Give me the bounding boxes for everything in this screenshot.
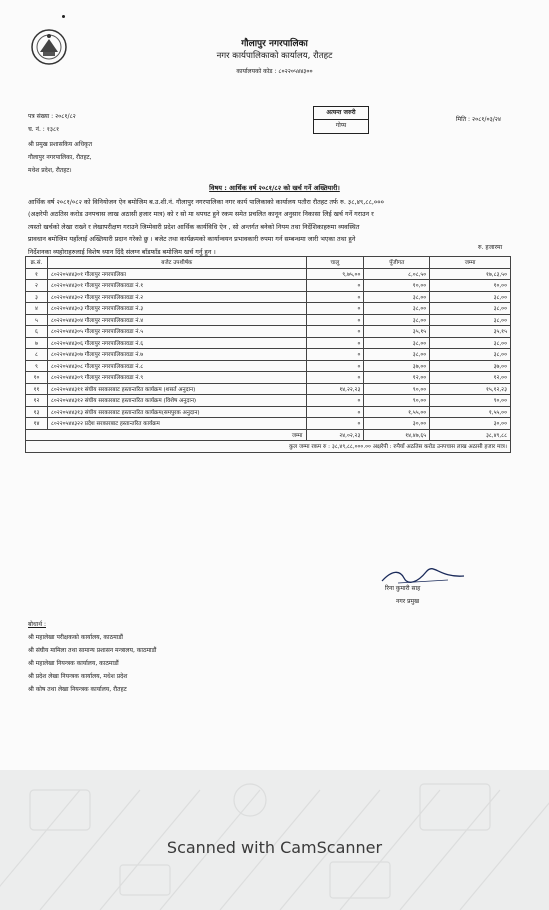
row-subheading: ८०२२०५४४३१३ संघीय सरकारबाट हस्तान्तरित कार्यक्रम(समपुरक अनुदान) bbox=[47, 406, 306, 418]
row-subheading: ८०२२०५४४३२२ प्रदेश सरकारबाट हस्तान्तरित कार्यक्रम bbox=[47, 418, 306, 430]
row-total: ३८,०० bbox=[430, 349, 511, 361]
table-row bbox=[26, 303, 511, 315]
recipient-line1: श्री प्रमुख प्रशासकिय अधिकृत bbox=[28, 141, 93, 148]
row-subheading: ८०२२०५४४३०८ गौलापुर नगरपालिकावडा नं.८ bbox=[47, 360, 306, 372]
letter-date: मिति : २०८१/०३/२४ bbox=[456, 116, 501, 123]
camscanner-watermark: Scanned with CamScanner bbox=[166, 838, 383, 857]
row-subheading: ८०२२०५४४३०९ गौलापुर नगरपालिकावडा नं.९ bbox=[47, 372, 306, 384]
row-current: ० bbox=[306, 291, 364, 303]
cc-item: श्री कोष तथा लेखा नियन्त्रक कार्यालय, रौतहट bbox=[28, 686, 127, 693]
row-current: ० bbox=[306, 406, 364, 418]
row-serial: ४ bbox=[26, 303, 48, 315]
row-serial: ९ bbox=[26, 360, 48, 372]
row-capital: ३८,०० bbox=[364, 303, 430, 315]
row-subheading: ८०२२०५४४३०१ गौलापुर नगरपालिकावडा नं.१ bbox=[47, 280, 306, 292]
row-total: ९०,०० bbox=[430, 395, 511, 407]
row-subheading: ८०२२०५४४३११ संघीय सरकारबाट हस्तान्तरित कार्यक्रम (शसर्त अनुदान) bbox=[47, 383, 306, 395]
urgent-label: अत्यन्त जरुरी bbox=[314, 107, 368, 120]
total-capital: १४,४७,६५ bbox=[364, 429, 430, 441]
dispatch-number: च. नं. : १३८१ bbox=[28, 126, 60, 133]
row-serial: ५ bbox=[26, 314, 48, 326]
grand-total-words: कुल जम्मा रकम रु : ३८,४९,८८,०००.०० अक्षरेपी : रुपैयाँ अठतिस करोड उनपचास लाख अठासी हजार मात्र। bbox=[26, 441, 511, 453]
row-serial: ११ bbox=[26, 383, 48, 395]
body-line: त्यस्तो खर्चको लेखा राख्ने र लेखापरीक्षण गराउने जिम्मेवारी प्रदेश आर्थिक कार्यविधि ऐन , सो अन्तर्गत बनेको नियम तथा निर्देशिकाहरुमा व्यवस्थित bbox=[28, 222, 360, 231]
row-serial: १२ bbox=[26, 395, 48, 407]
row-capital: ३५,१५ bbox=[364, 326, 430, 338]
row-total: ३८,०० bbox=[430, 303, 511, 315]
row-total: १७,८३,५० bbox=[430, 268, 511, 280]
row-current: ० bbox=[306, 280, 364, 292]
row-capital: ३८,०० bbox=[364, 349, 430, 361]
totals-row bbox=[26, 429, 511, 441]
scan-speck bbox=[62, 15, 65, 18]
row-current: ९,७५,०० bbox=[306, 268, 364, 280]
table-row bbox=[26, 395, 511, 407]
table-header-row bbox=[26, 257, 511, 269]
row-total: ३०,०० bbox=[430, 418, 511, 430]
row-subheading: ८०२२०५४४३०४ गौलापुर नगरपालिकावडा नं.४ bbox=[47, 314, 306, 326]
table-row bbox=[26, 383, 511, 395]
totals-label: जम्मा bbox=[26, 429, 307, 441]
row-total: १०,०० bbox=[430, 280, 511, 292]
row-capital: ३८,०० bbox=[364, 291, 430, 303]
signatory-name: रिना कुमारी साह bbox=[385, 585, 421, 592]
letter-subject: विषय : आर्थिक वर्ष २०८१/८२ को खर्च गर्ने अख्तियारी। bbox=[209, 184, 340, 192]
total-sum: ३८,४९,८८ bbox=[430, 429, 511, 441]
row-capital: ३०,०० bbox=[364, 418, 430, 430]
row-capital: १०,०० bbox=[364, 280, 430, 292]
row-capital: ९०,०० bbox=[364, 395, 430, 407]
row-subheading: ८०२२०५४४३०२ गौलापुर नगरपालिकावडा नं.२ bbox=[47, 291, 306, 303]
row-current: ० bbox=[306, 326, 364, 338]
row-current: ० bbox=[306, 303, 364, 315]
row-total: ३५,१५ bbox=[430, 326, 511, 338]
header-capital: पूँजीगत bbox=[364, 257, 430, 269]
row-total: ३८,०० bbox=[430, 291, 511, 303]
recipient-line3: मधेश प्रदेश, रौतहट। bbox=[28, 167, 72, 174]
cc-item: श्री महालेखा परीक्षकको कार्यालय, काठमाडौं bbox=[28, 634, 123, 641]
row-subheading: ८०२२०५४४३०७ गौलापुर नगरपालिकावडा नं.७ bbox=[47, 349, 306, 361]
table-row bbox=[26, 314, 511, 326]
cc-heading: बोधार्थ : bbox=[28, 621, 46, 628]
office-code: कार्यालयको कोड : ८०२२०५४४३०० bbox=[236, 68, 313, 75]
row-serial: ३ bbox=[26, 291, 48, 303]
row-capital: ३८,०० bbox=[364, 337, 430, 349]
row-total: १५,१२,२३ bbox=[430, 383, 511, 395]
row-serial: १० bbox=[26, 372, 48, 384]
row-capital: १,५५,०० bbox=[364, 406, 430, 418]
header-current: चालु bbox=[306, 257, 364, 269]
office-title: गौलापुर नगरपालिका bbox=[241, 39, 308, 49]
table-row bbox=[26, 280, 511, 292]
row-current: १४,२२,२३ bbox=[306, 383, 364, 395]
recipient-line2: गौलापुर नगरपालिका, रौतहट, bbox=[28, 154, 92, 161]
row-serial: १ bbox=[26, 268, 48, 280]
row-current: ० bbox=[306, 418, 364, 430]
row-capital: ३८,०० bbox=[364, 314, 430, 326]
row-current: ० bbox=[306, 395, 364, 407]
row-total: ३८,०० bbox=[430, 337, 511, 349]
ref-number: पत्र संख्या : २०८१/८२ bbox=[28, 113, 76, 120]
row-subheading: ८०२२०५४४३०६ गौलापुर नगरपालिकावडा नं.६ bbox=[47, 337, 306, 349]
row-capital: १२,०० bbox=[364, 372, 430, 384]
grand-total-row bbox=[26, 441, 511, 453]
currency-note: रु. हजारमा bbox=[478, 244, 503, 251]
row-total: १,५५,०० bbox=[430, 406, 511, 418]
total-current: २४,०२,२३ bbox=[306, 429, 364, 441]
table-row bbox=[26, 291, 511, 303]
row-subheading: ८०२२०५४४३०१ गौलापुर नगरपालिका bbox=[47, 268, 306, 280]
row-current: ० bbox=[306, 337, 364, 349]
row-capital: ८,०८,५० bbox=[364, 268, 430, 280]
cc-item: श्री प्रदेश लेखा नियन्त्रक कार्यालय, मधेश प्रदेश bbox=[28, 673, 128, 680]
table-row bbox=[26, 360, 511, 372]
row-capital: ९०,०० bbox=[364, 383, 430, 395]
cc-item: श्री संघीय मामिला तथा सामान्य प्रशासन मन्त्रालय, काठमाडौं bbox=[28, 647, 157, 654]
row-total: ३७,०० bbox=[430, 360, 511, 372]
signatory-title: नगर प्रमुख bbox=[396, 598, 419, 605]
body-line: (अक्षरेपी अठतिस करोड उनपचास लाख अठासी हजार मात्र) को र सो मा थपघट हुने रकम समेत प्रचलित कानून अनुसार निकासा लिई खर्च गर्ने गराउन र bbox=[28, 210, 374, 219]
letter-body bbox=[28, 196, 516, 258]
row-subheading: ८०२२०५४४३०५ गौलापुर नगरपालिकावडा नं.५ bbox=[47, 326, 306, 338]
body-line: आर्थिक वर्ष २०८१/०८२ को विनियोजन ऐन बमोजिम ब.उ.शी.नं. गौलापुर नगरपालिका नगर कार्य पालिकाको कार्यालय पतौरा रौतहट तर्फ रु. ३८,४९,८८,००० bbox=[28, 198, 384, 206]
header-subheading: बजेट उपशीर्षक bbox=[47, 257, 306, 269]
row-serial: ७ bbox=[26, 337, 48, 349]
handwritten-signature bbox=[378, 566, 468, 586]
row-total: ३८,०० bbox=[430, 314, 511, 326]
row-subheading: ८०२२०५४४३१२ संघीय सरकारबाट हस्तान्तरित कार्यक्रम (विशेष अनुदान) bbox=[47, 395, 306, 407]
confidential-label: गोप्य bbox=[335, 122, 347, 129]
row-serial: १४ bbox=[26, 418, 48, 430]
table-row bbox=[26, 337, 511, 349]
row-current: ० bbox=[306, 372, 364, 384]
row-subheading: ८०२२०५४४३०३ गौलापुर नगरपालिकावडा नं.३ bbox=[47, 303, 306, 315]
body-line: निर्देशनका व्यहोराहरुलाई विशेष ध्यान दिंदै संलग्न बाँडफाँड बमोजिम खर्च गर्नु हुन । bbox=[28, 247, 216, 256]
header-total: जम्मा bbox=[430, 257, 511, 269]
row-serial: ६ bbox=[26, 326, 48, 338]
table-row bbox=[26, 268, 511, 280]
table-row bbox=[26, 326, 511, 338]
table-row bbox=[26, 372, 511, 384]
table-row bbox=[26, 418, 511, 430]
row-current: ० bbox=[306, 360, 364, 372]
row-serial: ८ bbox=[26, 349, 48, 361]
row-current: ० bbox=[306, 349, 364, 361]
row-capital: ३७,०० bbox=[364, 360, 430, 372]
priority-box bbox=[313, 106, 369, 134]
table-row bbox=[26, 349, 511, 361]
header-serial: क्र.सं. bbox=[26, 257, 48, 269]
body-line: प्रावधान बमोजिम यहाँलाई अख्तियारी प्रदान गरेको छु । बजेट तथा कार्यक्रमको कार्यान्वयन प्रभावकारी रुपमा गर्न सम्बन्धमा जारी भएका तथा हुने bbox=[28, 235, 356, 244]
budget-table bbox=[25, 256, 511, 453]
table-row bbox=[26, 406, 511, 418]
row-current: ० bbox=[306, 314, 364, 326]
row-total: १२,०० bbox=[430, 372, 511, 384]
office-subtitle: नगर कार्यपालिकाको कार्यालय, रौतहट bbox=[216, 51, 333, 61]
row-serial: १३ bbox=[26, 406, 48, 418]
row-serial: २ bbox=[26, 280, 48, 292]
cc-item: श्री महालेखा नियन्त्रक कार्यालय, काठमाडौं bbox=[28, 660, 119, 667]
